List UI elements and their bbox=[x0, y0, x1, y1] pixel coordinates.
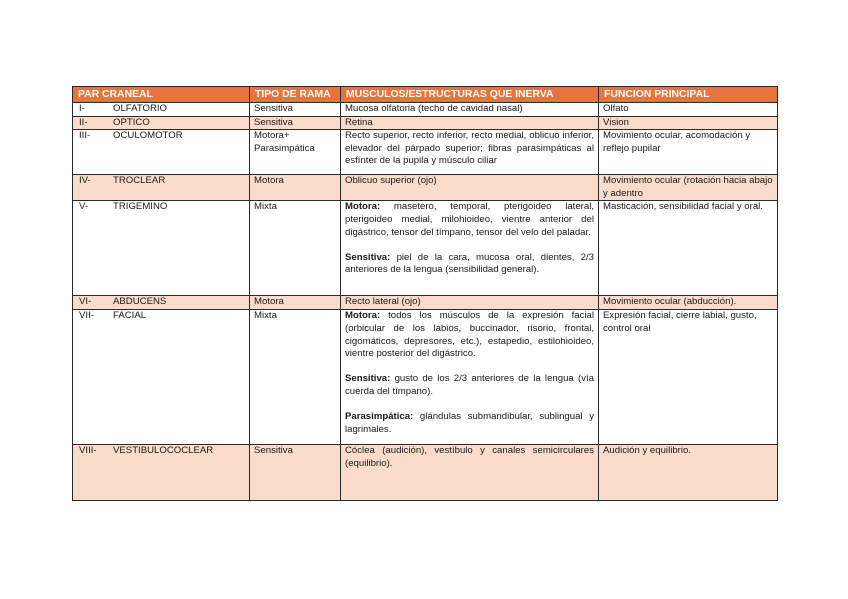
table-row bbox=[73, 201, 778, 296]
cell-par-craneal bbox=[73, 175, 250, 201]
cell-tipo-rama: Sensitiva bbox=[250, 116, 341, 130]
nerve-number: II- bbox=[79, 116, 88, 128]
innervation-paragraph bbox=[345, 445, 594, 470]
nerve-name: OLFATORIO bbox=[113, 103, 168, 114]
cell-funcion: Expresión facial, cierre labial, gusto, control oral bbox=[599, 310, 778, 445]
nerve-number: VII- bbox=[79, 310, 94, 322]
cell-funcion: Audición y equilibrio. bbox=[599, 445, 778, 501]
nerve-number: VIII- bbox=[79, 445, 97, 457]
innervation-text: glándulas submandibular, sublingual y lagrimales. bbox=[345, 411, 595, 435]
innervation-paragraph bbox=[345, 373, 594, 398]
cell-par-craneal bbox=[73, 445, 250, 501]
cell-musculos bbox=[341, 175, 599, 201]
nerve-number: III- bbox=[79, 130, 91, 142]
cell-par-craneal bbox=[73, 130, 250, 175]
table-row bbox=[73, 310, 778, 445]
nerve-number: VI- bbox=[79, 296, 92, 308]
cell-musculos bbox=[341, 310, 599, 445]
nerve-number: I- bbox=[79, 103, 85, 114]
nerve-name: OCULOMOTOR bbox=[113, 130, 183, 142]
table-row bbox=[73, 175, 778, 201]
cell-musculos bbox=[341, 296, 599, 310]
cell-musculos bbox=[341, 201, 599, 296]
cell-tipo-rama: Motora bbox=[250, 175, 341, 201]
nerve-name: FACIAL bbox=[113, 310, 147, 322]
cell-tipo-rama: Sensitiva bbox=[250, 103, 341, 117]
cell-par-craneal bbox=[73, 310, 250, 445]
cell-funcion: Masticación, sensibilidad facial y oral. bbox=[599, 201, 778, 296]
innervation-text: piel de la cara, mucosa oral, dientes, 2/3 anteriores de la lengua (sensibilidad general). bbox=[345, 251, 594, 276]
cell-tipo-rama: Motora+ Parasimpática bbox=[250, 130, 341, 175]
innervation-paragraph bbox=[345, 411, 594, 436]
innervation-paragraph bbox=[345, 296, 594, 309]
cell-musculos bbox=[341, 130, 599, 175]
innervation-text: Retina bbox=[345, 116, 373, 128]
header-par-craneal: PAR CRANEAL bbox=[73, 87, 250, 103]
innervation-text: Recto superior, recto inferior, recto medial, oblicuo inferior, elevador del párpado superior; fibras parasimpáticas al esfínter de la pupila y músculo ciliar bbox=[345, 130, 594, 167]
nerve-name: OPTICO bbox=[113, 116, 150, 128]
cell-tipo-rama: Mixta bbox=[250, 310, 341, 445]
branch-label: Sensitiva: bbox=[345, 251, 391, 263]
cell-musculos bbox=[341, 445, 599, 501]
cell-par-craneal bbox=[73, 116, 250, 130]
cell-musculos bbox=[341, 103, 599, 117]
innervation-paragraph bbox=[345, 130, 594, 168]
nerve-name: ABDUCENS bbox=[113, 296, 167, 308]
cell-par-craneal bbox=[73, 103, 250, 117]
table-header-row bbox=[73, 87, 778, 103]
header-tipo-rama: TIPO DE RAMA bbox=[250, 87, 341, 103]
nerve-number: IV- bbox=[79, 175, 91, 187]
cell-par-craneal bbox=[73, 296, 250, 310]
table-row bbox=[73, 116, 778, 130]
innervation-paragraph bbox=[345, 117, 594, 130]
cell-tipo-rama: Motora bbox=[250, 296, 341, 310]
table-row bbox=[73, 103, 778, 117]
innervation-text: masetero, temporal, pterigoideo lateral, pterigoideo medial, milohioideo, vientre anterior del digástrico, tensor del tímpano, tensor del velo del paladar. bbox=[345, 201, 594, 238]
branch-label: Motora: bbox=[345, 310, 381, 322]
innervation-paragraph bbox=[345, 201, 594, 239]
branch-label: Sensitiva: bbox=[345, 373, 391, 385]
innervation-paragraph bbox=[345, 310, 594, 360]
cell-funcion: Vision bbox=[599, 116, 778, 130]
innervation-text: Mucosa olfatoria (techo de cavidad nasal) bbox=[345, 103, 523, 114]
cell-musculos bbox=[341, 116, 599, 130]
cell-funcion: Movimiento ocular (rotación hacia abajo y adentro bbox=[599, 175, 778, 201]
innervation-text: todos los músculos de la expresión facial (orbicular de los labios, buccinador, risorio, frontal, cigomáticos, depresores, etc.), estapedio, estilohioideo, vientre posterior del digástrico. bbox=[345, 310, 594, 360]
table-row bbox=[73, 445, 778, 501]
innervation-text: Recto lateral (ojo) bbox=[345, 296, 421, 308]
innervation-text: Oblicuo superior (ojo) bbox=[345, 175, 437, 187]
innervation-paragraph bbox=[345, 175, 594, 188]
table-row bbox=[73, 296, 778, 310]
cranial-nerves-table bbox=[72, 86, 778, 501]
innervation-paragraph bbox=[345, 103, 594, 116]
cell-tipo-rama: Mixta bbox=[250, 201, 341, 296]
header-musculos: MUSCULOS/ESTRUCTURAS QUE INERVA bbox=[341, 87, 599, 103]
cell-funcion: Movimiento ocular, acomodación y reflejo pupilar bbox=[599, 130, 778, 175]
nerve-name: TRIGEMINO bbox=[113, 201, 168, 213]
table-row bbox=[73, 130, 778, 175]
nerve-name: VESTIBULOCOCLEAR bbox=[113, 445, 214, 457]
cell-funcion: Olfato bbox=[599, 103, 778, 117]
cell-par-craneal bbox=[73, 201, 250, 296]
cell-funcion: Movimiento ocular (abducción). bbox=[599, 296, 778, 310]
nerve-number: V- bbox=[79, 201, 89, 213]
branch-label: Parasimpática: bbox=[345, 411, 414, 423]
branch-label: Motora: bbox=[345, 201, 381, 213]
header-funcion: FUNCION PRINCIPAL bbox=[599, 87, 778, 103]
nerve-name: TROCLEAR bbox=[113, 175, 166, 187]
innervation-text: Cóclea (audición), vestíbulo y canales semicirculares (equilibrio). bbox=[345, 445, 594, 469]
innervation-paragraph bbox=[345, 252, 594, 277]
innervation-text: gusto de los 2/3 anteriores de la lengua (vía cuerda del tímpano). bbox=[345, 373, 594, 397]
cell-tipo-rama: Sensitiva bbox=[250, 445, 341, 501]
